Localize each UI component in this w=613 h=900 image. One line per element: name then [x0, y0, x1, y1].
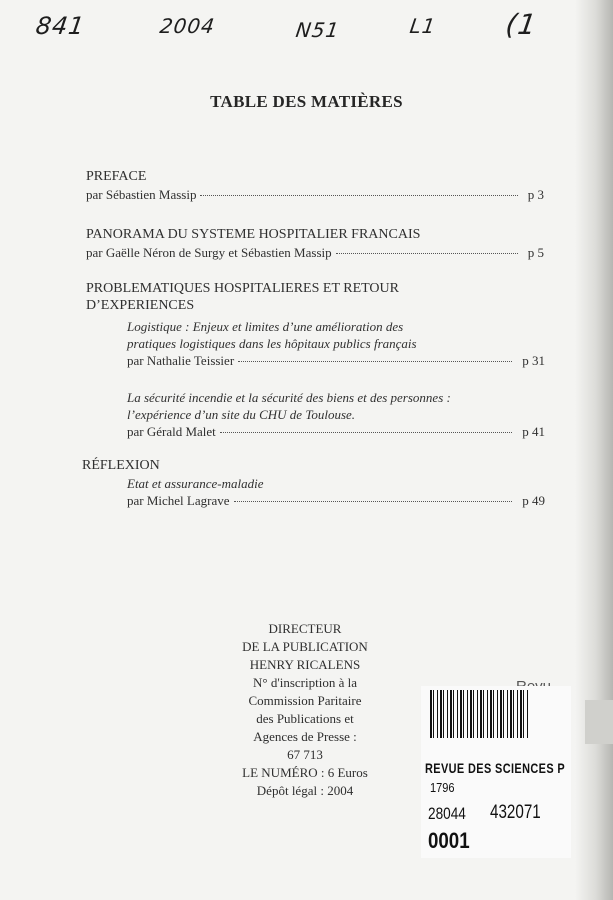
- page-number: p 49: [522, 493, 545, 508]
- entry-author-row: [127, 423, 545, 440]
- entry-title: Etat et assurance-maladie: [127, 476, 264, 491]
- toc-entry-securite: [127, 389, 545, 440]
- colophon-line: HENRY RICALENS: [249, 657, 361, 672]
- colophon: [205, 620, 405, 800]
- dot-leader: [234, 500, 513, 502]
- section-heading-preface: PREFACE: [86, 169, 147, 184]
- colophon-line: 67 713: [287, 747, 323, 762]
- page-title: TABLE DES MATIÈRES: [210, 92, 403, 111]
- section-heading-reflexion: RÉFLEXION: [82, 458, 160, 473]
- toc-entry-preface: [86, 186, 544, 203]
- toc-entry-panorama: [86, 244, 544, 261]
- label-code: 1796: [430, 780, 455, 795]
- handwritten-note-2: 2004: [158, 14, 217, 38]
- entry-title: La sécurité incendie et la sécurité des biens et des personnes :: [127, 390, 451, 405]
- colophon-line: DE LA PUBLICATION: [242, 639, 368, 654]
- handwritten-note-1: 841: [34, 12, 87, 40]
- heading-line: D’EXPERIENCES: [86, 298, 195, 313]
- entry-author: par Michel Lagrave: [127, 493, 230, 508]
- section-heading-panorama: PANORAMA DU SYSTEME HOSPITALIER FRANCAIS: [86, 227, 421, 242]
- handwritten-note-5: (1: [503, 8, 540, 41]
- colophon-line: DIRECTEUR: [268, 621, 342, 636]
- entry-author-row: [127, 352, 545, 369]
- colophon-line: LE NUMÉRO : 6 Euros: [242, 765, 368, 780]
- colophon-line: Commission Paritaire: [248, 693, 362, 708]
- heading-line: PROBLEMATIQUES HOSPITALIERES ET RETOUR: [86, 281, 399, 296]
- page-edge-shadow: [575, 0, 613, 900]
- page-number: p 41: [522, 424, 545, 439]
- page-number: p 5: [527, 245, 544, 260]
- entry-author: par Nathalie Teissier: [127, 353, 235, 368]
- barcode: [430, 690, 530, 738]
- entry-author-row: [127, 492, 545, 509]
- entry-author: par Gaëlle Néron de Surgy et Sébastien Massip: [86, 245, 332, 260]
- toc-entry-logistique: [127, 318, 545, 369]
- dot-leader: [238, 360, 512, 362]
- page-number: p 3: [527, 187, 544, 202]
- page-number: p 31: [522, 353, 545, 368]
- section-heading-problematiques: [86, 280, 399, 314]
- dot-leader: [336, 252, 518, 254]
- toc-entry-etat: [127, 475, 545, 509]
- colophon-line: N° d'inscription à la: [253, 675, 357, 690]
- label-code: 28044: [428, 804, 466, 823]
- handwritten-note-4: L1: [408, 14, 438, 38]
- label-code: 432071: [490, 802, 541, 823]
- colophon-line: Dépôt légal : 2004: [256, 783, 354, 798]
- entry-title: Logistique : Enjeux et limites d’une amélioration des: [127, 319, 404, 334]
- dot-leader: [220, 431, 512, 433]
- handwritten-note-3: N51: [294, 18, 342, 42]
- label-number: 0001: [428, 828, 470, 853]
- entry-author: par Sébastien Massip: [86, 187, 197, 202]
- scan-smudge: [585, 700, 613, 744]
- entry-title: l’expérience d’un site du CHU de Toulouse.: [127, 407, 356, 422]
- entry-title: pratiques logistiques dans les hôpitaux publics français: [127, 336, 417, 351]
- colophon-line: Agences de Presse :: [253, 729, 357, 744]
- dot-leader: [200, 194, 517, 196]
- entry-author: par Gérald Malet: [127, 424, 216, 439]
- label-publication-name: REVUE DES SCIENCES P: [425, 760, 566, 776]
- colophon-line: des Publications et: [256, 711, 354, 726]
